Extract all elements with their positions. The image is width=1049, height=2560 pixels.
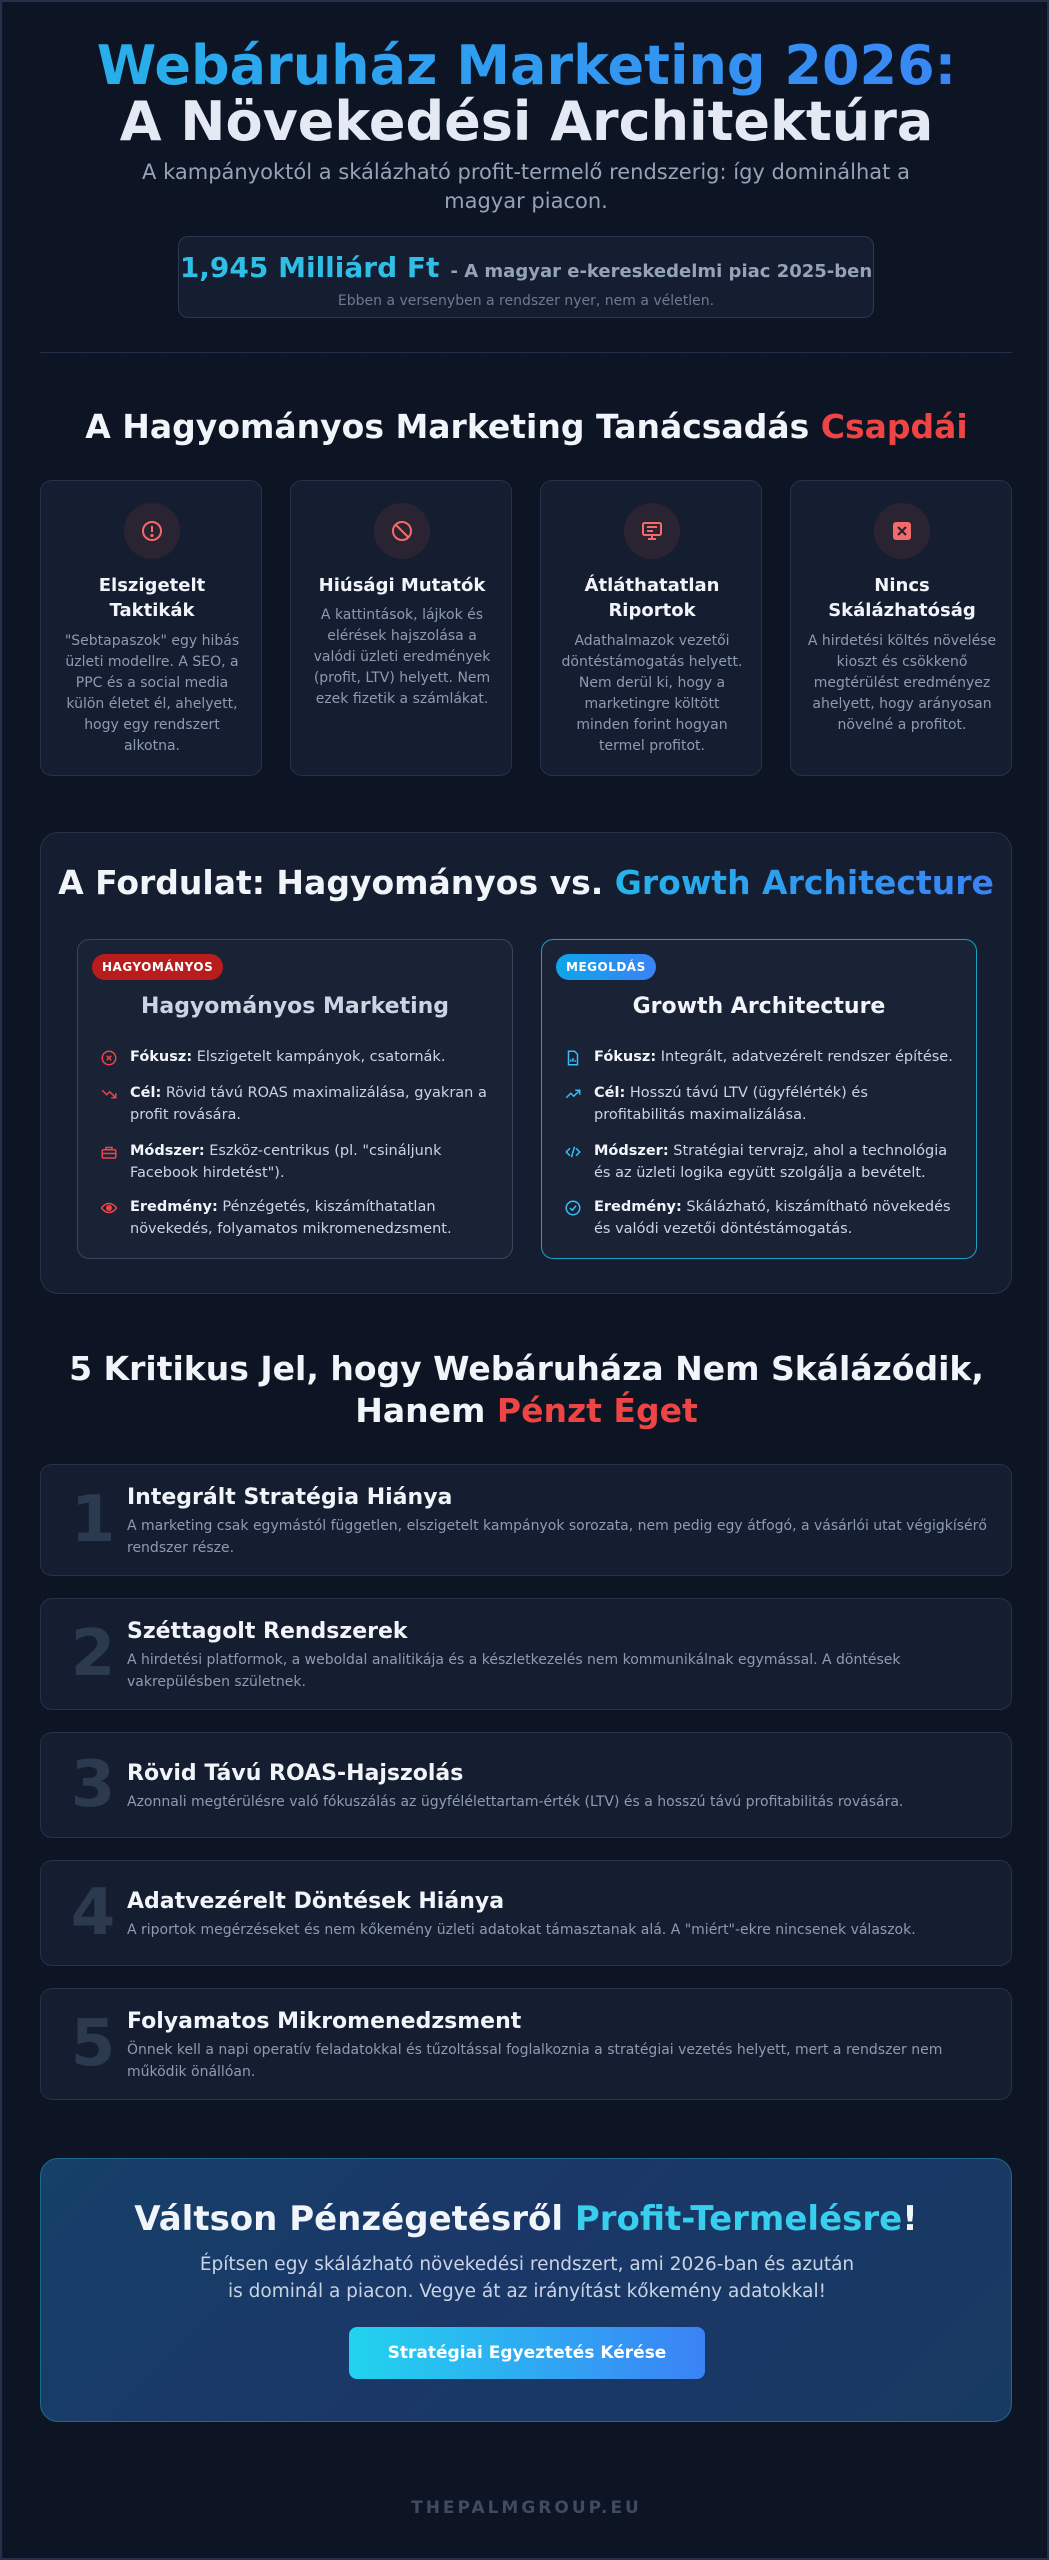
divider xyxy=(40,352,1012,353)
cta-text: Építsen egy skálázható növekedési rendszert, ami 2026-ban és azután is dominál a piacon. Vegye át az irányítást kőkemény adatokkal! xyxy=(199,2254,855,2302)
pitfall-card xyxy=(540,480,762,776)
stat-value: 1,945 Milliárd Ft xyxy=(179,251,440,284)
growth-heading: Growth Architecture xyxy=(632,994,886,1019)
sign-card xyxy=(40,1464,1012,1576)
hero-title-line2: A Növekedési Architektúra xyxy=(119,90,934,153)
sign-number: 5 xyxy=(70,2007,116,2081)
monitor-icon xyxy=(624,503,680,559)
pitfall-card xyxy=(290,480,512,776)
signs-title-highlight: Pénzt Éget xyxy=(496,1391,698,1430)
pitfall-title: Átláthatatlan Riportok xyxy=(584,575,720,621)
sign-card xyxy=(40,1860,1012,1966)
stat-note: Ebben a versenyben a rendszer nyer, nem a véletlen. xyxy=(337,293,715,309)
cta-title xyxy=(41,2199,1011,2239)
toolbox-icon xyxy=(100,1143,118,1161)
code-icon xyxy=(564,1143,582,1161)
market-stat-box xyxy=(178,236,874,318)
pitfall-title: Hiúsági Mutatók xyxy=(318,575,486,596)
comparison-item: Cél: Rövid távú ROAS maximalizálása, gyakran a profit rovására. xyxy=(100,1082,496,1126)
sign-title: Adatvezérelt Döntések Hiánya xyxy=(127,1889,505,1914)
signs-title-line2: Hanem xyxy=(355,1391,486,1430)
pitfall-text: A hirdetési költés növelése kioszt és csökkenő megtérülést eredményez ahelyett, hogy arányosan növelné a profitot. xyxy=(807,633,997,733)
comparison-item: Fókusz: Elszigetelt kampányok, csatornák. xyxy=(100,1046,496,1068)
traditional-badge: HAGYOMÁNYOS xyxy=(92,954,223,980)
cta-title-main: Váltson Pénzégetésről xyxy=(134,2199,563,2239)
sign-text: Azonnali megtérülésre való fókuszálás az ügyfélélettartam-érték (LTV) és a hosszú távú profitabilitás rovására. xyxy=(127,1794,904,1810)
pitfall-card xyxy=(790,480,1012,776)
stat-label: - A magyar e-kereskedelmi piac 2025-ben xyxy=(450,261,873,282)
comparison-item: Módszer: Eszköz-centrikus (pl. "csináljunk Facebook hirdetést"). xyxy=(100,1140,496,1184)
comparison-item: Módszer: Stratégiai tervrajz, ahol a technológia és az üzleti logika együtt szolgálja a bevételt. xyxy=(564,1140,960,1184)
sign-title: Széttagolt Rendszerek xyxy=(127,1619,408,1644)
trend-down-icon xyxy=(100,1085,118,1103)
growth-column xyxy=(541,939,977,1259)
check-circle-icon xyxy=(564,1199,582,1217)
sign-text: A riportok megérzéseket és nem kőkemény üzleti adatokat támasztanak alá. A "miért"-ekre nincsenek válaszok. xyxy=(127,1922,916,1938)
sign-text: A marketing csak egymástól független, elszigetelt kampányok sorozata, nem pedig egy átfogó, a vásárlói utat végigkísérő rendszer része. xyxy=(127,1518,987,1556)
hero-subtitle: A kampányoktól a skálázható profit-termelő rendszerig: így dominálhat a magyar piacon. xyxy=(142,160,910,213)
cta-title-highlight: Profit-Termelésre xyxy=(574,2199,903,2239)
comparison-section xyxy=(40,832,1012,1294)
sign-number: 2 xyxy=(70,1617,116,1691)
sign-number: 3 xyxy=(70,1748,116,1822)
sign-card xyxy=(40,1988,1012,2100)
pitfalls-title-main: A Hagyományos Marketing Tanácsadás xyxy=(85,407,810,446)
solution-badge: MEGOLDÁS xyxy=(556,954,656,980)
ban-icon xyxy=(374,503,430,559)
comparison-title xyxy=(41,863,1011,902)
flame-icon xyxy=(100,1199,118,1217)
pitfall-text: Adathalmazok vezetői döntéstámogatás helyett. Nem derül ki, hogy a marketingre költött minden forint hogyan termel profitot. xyxy=(561,633,743,754)
traditional-column xyxy=(77,939,513,1259)
comparison-title-main: A Fordulat: Hagyományos vs. xyxy=(58,863,604,902)
hero-title-line1: Webáruház Marketing 2026: xyxy=(2,34,1049,98)
comparison-item: Cél: Hosszú távú LTV (ügyfélérték) és profitabilitás maximalizálása. xyxy=(564,1082,960,1126)
cta-section xyxy=(40,2158,1012,2422)
target-icon xyxy=(100,1049,118,1067)
x-square-icon xyxy=(874,503,930,559)
pitfall-text: "Sebtapaszok" egy hibás üzleti modellre. A SEO, a PPC és a social media külön életet él, ahelyett, hogy egy rendszert alkotna. xyxy=(64,633,240,754)
sign-card xyxy=(40,1598,1012,1710)
signs-title xyxy=(2,1348,1049,1432)
pitfall-title: Elszigetelt Taktikák xyxy=(98,575,206,621)
pitfalls-title-highlight: Csapdái xyxy=(820,407,968,446)
sign-title: Integrált Stratégia Hiánya xyxy=(127,1485,453,1510)
sign-number: 4 xyxy=(70,1876,116,1950)
sign-card xyxy=(40,1732,1012,1838)
cta-title-end: ! xyxy=(902,2199,918,2239)
sign-title: Folyamatos Mikromenedzsment xyxy=(127,2009,522,2034)
comparison-title-highlight: Growth Architecture xyxy=(614,863,994,902)
trend-up-icon xyxy=(564,1085,582,1103)
traditional-heading: Hagyományos Marketing xyxy=(140,994,450,1019)
document-chart-icon xyxy=(564,1049,582,1067)
footer-brand[interactable]: THEPALMGROUP.EU xyxy=(411,2498,642,2518)
comparison-item: Eredmény: Pénzégetés, kiszámíthatatlan növekedés, folyamatos mikromenedzsment. xyxy=(100,1196,496,1240)
alert-circle-icon xyxy=(124,503,180,559)
sign-number: 1 xyxy=(70,1483,116,1557)
sign-text: Önnek kell a napi operatív feladatokkal és tűzoltással foglalkoznia a stratégiai vezetés helyett, mert a rendszer nem működik önállóan. xyxy=(127,2042,943,2080)
pitfall-card xyxy=(40,480,262,776)
consultation-button[interactable]: Stratégiai Egyeztetés Kérése xyxy=(349,2327,705,2379)
comparison-item: Fókusz: Integrált, adatvezérelt rendszer építése. xyxy=(564,1046,960,1068)
pitfalls-title xyxy=(2,406,1049,448)
pitfall-title: Nincs Skálázhatóság xyxy=(828,575,976,621)
sign-title: Rövid Távú ROAS-Hajszolás xyxy=(127,1761,464,1786)
pitfall-text: A kattintások, lájkok és elérések hajszolása a valódi üzleti eredmények (profit, LTV) helyett. Nem ezek fizetik a számlákat. xyxy=(313,607,491,707)
signs-title-line1: 5 Kritikus Jel, hogy Webáruháza Nem Skálázódik, xyxy=(69,1349,984,1388)
comparison-item: Eredmény: Skálázható, kiszámítható növekedés és valódi vezetői döntéstámogatás. xyxy=(564,1196,960,1240)
sign-text: A hirdetési platformok, a weboldal analitikája és a készletkezelés nem kommunikálnak egymással. A döntések vakrepülésben születnek. xyxy=(127,1652,901,1690)
